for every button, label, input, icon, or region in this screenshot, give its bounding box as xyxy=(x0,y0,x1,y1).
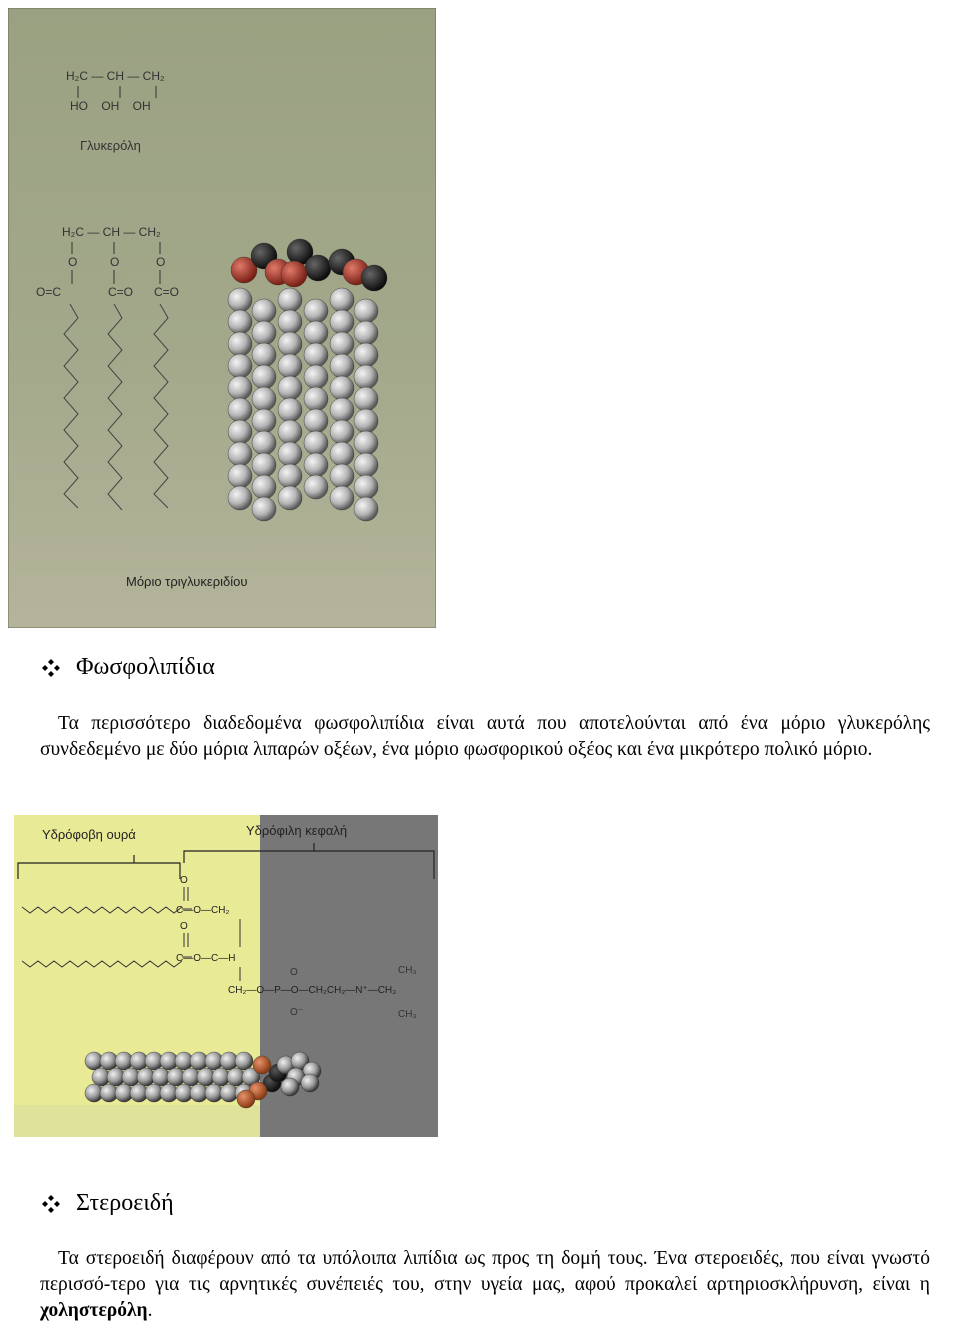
head-atom xyxy=(361,265,387,291)
hydrogen-atom xyxy=(330,420,354,444)
hydrogen-atom xyxy=(354,475,378,499)
glycerol-hydroxyls: HO OH OH xyxy=(70,99,151,113)
head-atom xyxy=(237,1090,255,1108)
hydrogen-atom xyxy=(252,431,276,455)
hydrogen-atom xyxy=(354,365,378,389)
svg-text:C=O: C=O xyxy=(154,285,180,299)
hydrogen-atom xyxy=(330,332,354,356)
hydrogen-atom xyxy=(252,299,276,323)
phospholipids-paragraph: Τα περισσότερο διαδεδομένα φωσφολιπίδια είναι αυτά που αποτελούνται από ένα μόριο γλυκερόλης συνδεδεμένο με δύο μόρια λιπαρών οξέων, ένα μόριο φωσφορικού οξέος και ένα μικρότερο πολικό μόριο. xyxy=(40,713,930,760)
hydrogen-atom xyxy=(354,497,378,521)
hydrogen-atom xyxy=(330,354,354,378)
head-atom xyxy=(305,255,331,281)
hydrogen-atom xyxy=(228,486,252,510)
svg-text:O: O xyxy=(110,255,120,269)
hydrogen-atom xyxy=(330,486,354,510)
hydrogen-atom xyxy=(252,475,276,499)
svg-text:C—O—C—H: C—O—C—H xyxy=(176,953,236,964)
hydrogen-atom xyxy=(228,464,252,488)
svg-text:CH₃: CH₃ xyxy=(398,965,417,976)
hydrogen-atom xyxy=(278,464,302,488)
svg-text:C=O: C=O xyxy=(108,285,134,299)
hydrogen-atom xyxy=(330,442,354,466)
hydrogen-atom xyxy=(278,486,302,510)
svg-text:O=C: O=C xyxy=(36,285,62,299)
hydrogen-atom xyxy=(252,453,276,477)
diamond-bullet-icon xyxy=(40,657,62,679)
svg-text:CH₃: CH₃ xyxy=(398,1009,417,1020)
hydrogen-atom xyxy=(330,288,354,312)
svg-text:O⁻: O⁻ xyxy=(290,1007,304,1018)
hydrogen-atom xyxy=(304,387,328,411)
hydrogen-atom xyxy=(252,321,276,345)
section-title: Στεροειδή xyxy=(76,1190,174,1216)
hydrogen-atom xyxy=(304,321,328,345)
polar-atom xyxy=(281,1078,299,1096)
glycerol-label: Γλυκερόλη xyxy=(80,138,141,153)
cholesterol-term: χοληστερόλη xyxy=(40,1300,148,1321)
hydrogen-atom xyxy=(330,376,354,400)
hydrogen-atom xyxy=(228,376,252,400)
triglyceride-figure xyxy=(8,8,436,628)
hydrogen-atom xyxy=(252,365,276,389)
hydrogen-atom xyxy=(330,464,354,488)
head-atom xyxy=(253,1056,271,1074)
triglyceride-caption: Μόριο τριγλυκεριδίου xyxy=(126,574,248,589)
hydrogen-atom xyxy=(278,398,302,422)
hydrogen-atom xyxy=(354,409,378,433)
hydrogen-atom xyxy=(304,453,328,477)
hydrogen-atom xyxy=(304,365,328,389)
svg-text:O: O xyxy=(156,255,166,269)
polar-atom xyxy=(301,1074,319,1092)
hydrogen-atom xyxy=(252,409,276,433)
hydrogen-atom xyxy=(228,332,252,356)
hydrogen-atom xyxy=(252,497,276,521)
svg-text:O: O xyxy=(68,255,78,269)
hydrogen-atom xyxy=(278,288,302,312)
hydrogen-atom xyxy=(354,431,378,455)
hydrogen-atom xyxy=(330,398,354,422)
hydrogen-atom xyxy=(304,409,328,433)
hydrogen-atom xyxy=(304,431,328,455)
hydrophobic-tail-label: Υδρόφοβη ουρά xyxy=(42,827,136,842)
hydrogen-atom xyxy=(278,354,302,378)
hydrophilic-head-label: Υδρόφιλη κεφαλή xyxy=(246,823,348,838)
phospholipid-figure xyxy=(14,815,438,1137)
hydrogen-atom xyxy=(354,453,378,477)
section-heading-steroids xyxy=(40,1190,174,1217)
hydrogen-atom xyxy=(354,343,378,367)
hydrogen-atom xyxy=(228,442,252,466)
hydrogen-atom xyxy=(228,420,252,444)
hydrogen-atom xyxy=(278,376,302,400)
svg-text:CH₂—O—P—O—CH₂CH₂—N⁺—CH₃: CH₂—O—P—O—CH₂CH₂—N⁺—CH₃ xyxy=(228,985,397,996)
hydrogen-atom xyxy=(278,420,302,444)
hydrogen-atom xyxy=(330,310,354,334)
hydrogen-atom xyxy=(228,354,252,378)
hydrogen-atom xyxy=(278,310,302,334)
hydrogen-atom xyxy=(278,442,302,466)
hydrogen-atom xyxy=(252,387,276,411)
hydrogen-atom xyxy=(304,475,328,499)
head-atom xyxy=(281,261,307,287)
section-title: Φωσφολιπίδια xyxy=(76,654,215,680)
hydrogen-atom xyxy=(235,1052,253,1070)
hydrogen-atom xyxy=(354,299,378,323)
hydrogen-atom xyxy=(304,299,328,323)
hydrogen-atom xyxy=(354,387,378,411)
section-heading-phospholipids xyxy=(40,654,215,681)
hydrogen-atom xyxy=(354,321,378,345)
hydrogen-atom xyxy=(228,310,252,334)
steroids-text: Τα στεροειδή διαφέρουν από τα υπόλοιπα λιπίδια ως προς τη δομή τους. Ένα στεροειδές, που είναι γνωστό περισσό-τερο για τις αρνητικές συνέπειές του, στην υγεία μας, αφού προκαλεί αρτηριοσκλήρυνση, είναι η xyxy=(40,1248,930,1295)
steroids-paragraph xyxy=(40,1246,930,1324)
paragraph-end: . xyxy=(147,1300,153,1321)
hydrogen-atom xyxy=(228,288,252,312)
hydrogen-atom xyxy=(228,398,252,422)
hydrogen-atom xyxy=(304,343,328,367)
diamond-bullet-icon xyxy=(40,1193,62,1215)
svg-text:O: O xyxy=(180,875,188,886)
glycerol-formula: H₂C — CH — CH₂ xyxy=(66,69,165,83)
triglyceride-backbone: H₂C — CH — CH₂ xyxy=(62,225,161,239)
hydrogen-atom xyxy=(278,332,302,356)
svg-text:C—O—CH₂: C—O—CH₂ xyxy=(176,905,230,916)
svg-text:O: O xyxy=(290,967,298,978)
hydrogen-atom xyxy=(252,343,276,367)
svg-text:O: O xyxy=(180,921,188,932)
